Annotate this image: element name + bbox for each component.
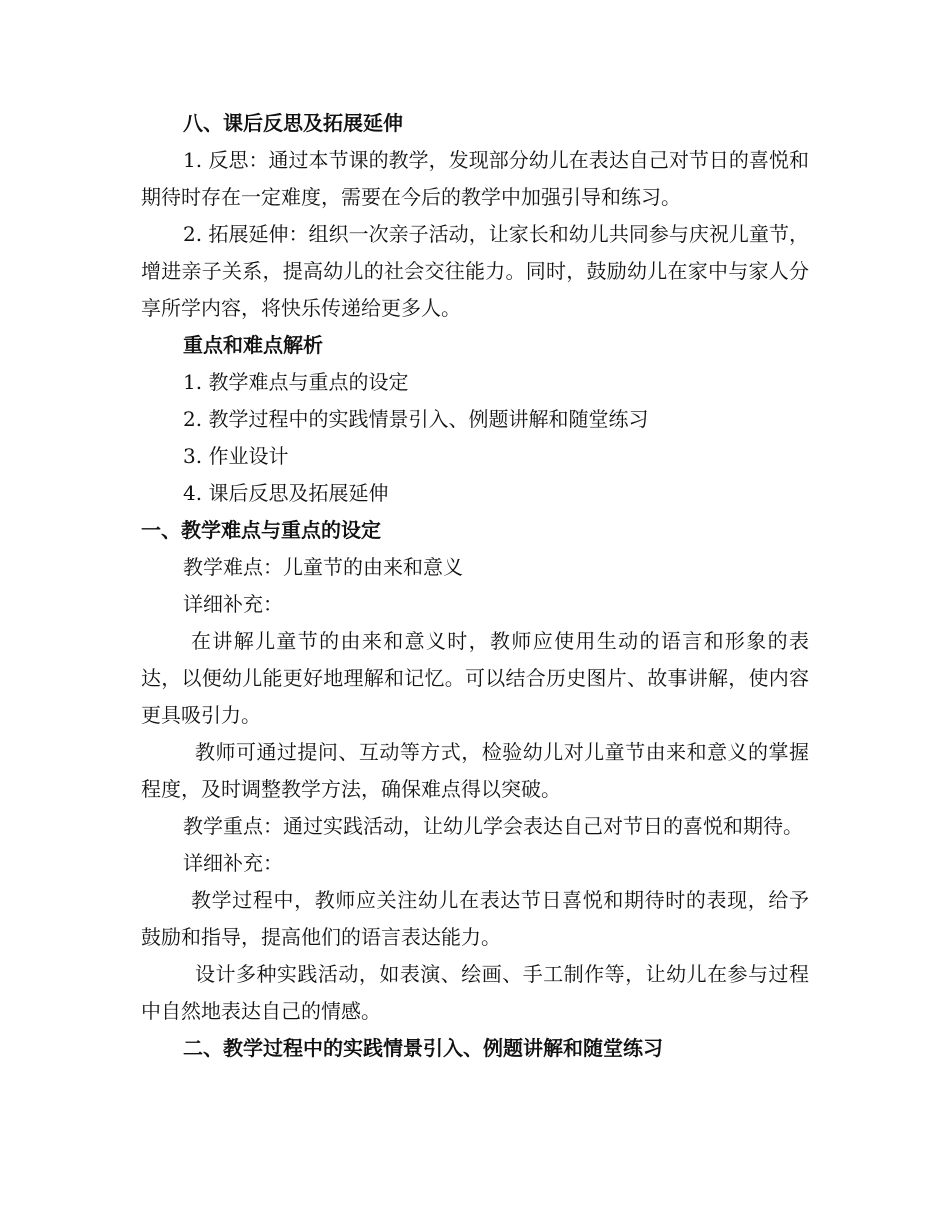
analysis-heading: 重点和难点解析 [183, 333, 323, 357]
key-point-statement: 教学重点：通过实践活动，让幼儿学会表达自己对节日的喜悦和期待。 [183, 814, 803, 838]
analysis-item-4: 4. 课后反思及拓展延伸 [183, 481, 389, 505]
section-heading-2: 二、教学过程中的实践情景引入、例题讲解和随堂练习 [183, 1036, 663, 1060]
key-detail-paragraph-2: 设计多种实践活动，如表演、绘画、手工制作等，让幼儿在参与过程中自然地表达自己的情感。 [141, 962, 809, 1023]
analysis-item-3: 3. 作业设计 [183, 444, 289, 468]
difficulty-detail-paragraph-1: 在讲解儿童节的由来和意义时，教师应使用生动的语言和形象的表达，以便幼儿能更好地理解和记忆。可以结合历史图片、故事讲解，使内容更具吸引力。 [141, 629, 809, 727]
extension-paragraph: 2. 拓展延伸：组织一次亲子活动，让家长和幼儿共同参与庆祝儿童节，增进亲子关系，提高幼儿的社会交往能力。同时，鼓励幼儿在家中与家人分享所学内容，将快乐传递给更多人。 [141, 222, 809, 320]
section-heading-1: 一、教学难点与重点的设定 [141, 518, 381, 542]
reflection-paragraph: 1. 反思：通过本节课的教学，发现部分幼儿在表达自己对节日的喜悦和期待时存在一定难度，需要在今后的教学中加强引导和练习。 [141, 148, 809, 209]
analysis-item-2: 2. 教学过程中的实践情景引入、例题讲解和随堂练习 [183, 407, 649, 431]
document-body [141, 105, 809, 1067]
detail-label: 详细补充： [183, 592, 283, 616]
section-heading-8: 八、课后反思及拓展延伸 [183, 111, 403, 135]
difficulty-detail-paragraph-2: 教师可通过提问、互动等方式，检验幼儿对儿童节由来和意义的掌握程度，及时调整教学方法，确保难点得以突破。 [141, 740, 809, 801]
analysis-item-1: 1. 教学难点与重点的设定 [183, 370, 409, 394]
key-detail-paragraph-1: 教学过程中，教师应关注幼儿在表达节日喜悦和期待时的表现，给予鼓励和指导，提高他们的语言表达能力。 [141, 888, 809, 949]
difficulty-statement: 教学难点：儿童节的由来和意义 [183, 555, 463, 579]
detail-label: 详细补充： [183, 851, 283, 875]
